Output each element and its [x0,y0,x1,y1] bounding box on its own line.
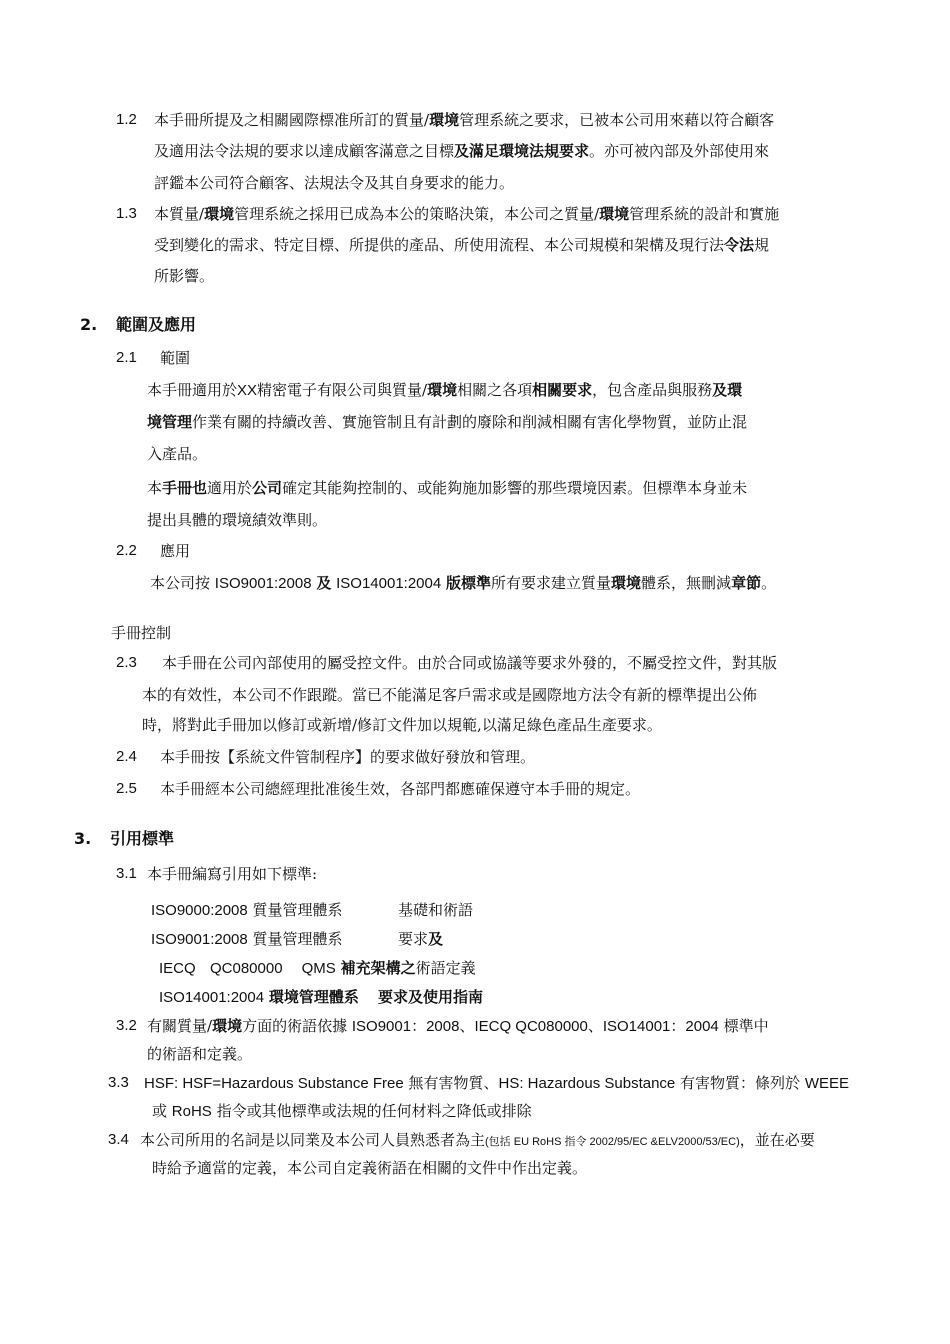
heading-title: 引用標準 [110,829,175,848]
paragraph-line: 本手冊編寫引用如下標準: [147,865,318,883]
paragraph-line: 本公司按 ISO9001:2008 及 ISO14001:2004 版標準所有要求建立質量環境體系，無刪減章節。 [150,574,777,592]
paragraph-line: 有關質量/環境方面的術語依據 ISO9001：2008、IECQ QC080000、ISO14001：2004 標準中 [147,1017,769,1035]
section-number: 1.3 [116,205,137,222]
manual-control-title: 手冊控制 [111,624,172,642]
section-number: 2.2 [116,542,137,559]
section-number: 2.5 [116,780,137,797]
paragraph-line: 入產品。 [147,445,208,463]
reference-standard: ISO9001:2008 質量管理體系 [151,930,343,948]
paragraph-line: 時給予適當的定義，本公司自定義術語在相關的文件中作出定義。 [152,1159,588,1177]
paragraph-line: 本手冊按【系統文件管制程序】的要求做好發放和管理。 [160,748,536,766]
paragraph-line: 境管理作業有關的持續改善、實施管制且有計劃的廢除和削減相關有害化學物質，並防止混 [147,413,748,431]
heading-number: 2. [80,315,98,334]
subsection-title: 範圍 [160,349,191,367]
paragraph-line: 本手冊適用於XX精密電子有限公司與質量/環境相關之各項相關要求，包含產品與服務及環 [147,381,743,399]
section-number: 2.3 [116,654,137,671]
paragraph-line: 本公司所用的名詞是以同業及本公司人員熟悉者為主(包括 EU RoHS 指令 2002/95/EC &ELV2000/53/EC)，並在必要 [140,1131,815,1149]
paragraph-line: 受到變化的需求、特定目標、所提供的產品、所使用流程、本公司規模和架構及現行法令法規 [154,236,770,254]
section-number: 1.2 [116,111,137,128]
reference-standard-desc: 基礎和術語 [398,901,474,919]
paragraph-line: 本手冊所提及之相關國際標准所訂的質量/環境管理系統之要求，已被本公司用來藉以符合顧客 [154,111,775,129]
paragraph-line: 本質量/環境管理系統之採用已成為本公的策略決策，本公司之質量/環境管理系統的設計和實施 [154,205,780,223]
paragraph-line: 提出具體的環境績效準則。 [147,511,328,529]
paragraph-line: 的術語和定義。 [147,1045,253,1063]
reference-standard: IECQ QC080000 QMS 補充架構之術語定義 [159,959,476,977]
paragraph-line: 評鑑本公司符合顧客、法規法令及其自身要求的能力。 [154,174,515,192]
section-number: 3.4 [108,1131,129,1148]
reference-standard: ISO9000:2008 質量管理體系 [151,901,343,919]
section-number: 2.4 [116,748,137,765]
paragraph-line: 本的有效性，本公司不作跟蹤。當已不能滿足客戶需求或是國際地方法令有新的標準提出公佈 [142,686,758,704]
paragraph-line: 時，將對此手冊加以修訂或新增/修訂文件加以規範,以滿足綠色產品生產要求。 [142,716,662,734]
paragraph-line: 本手冊也適用於公司確定其能夠控制的、或能夠施加影響的那些環境因素。但標準本身並未 [147,479,748,497]
heading-number: 3. [74,829,92,848]
section-number: 3.2 [116,1017,137,1034]
section-number: 3.1 [116,865,137,882]
heading-title: 範圍及應用 [116,315,197,334]
section-number: 3.3 [108,1074,129,1091]
paragraph-line: 或 RoHS 指令或其他標準或法規的任何材料之降低或排除 [152,1102,532,1120]
paragraph-line: 本手冊在公司內部使用的屬受控文件。由於合同或協議等要求外發的，不屬受控文件，對其版 [162,654,778,672]
paragraph-line: 及適用法令法規的要求以達成顧客滿意之目標及滿足環境法規要求。亦可被內部及外部使用來 [154,142,770,160]
subsection-title: 應用 [160,542,191,560]
reference-standard: ISO14001:2004 環境管理體系 要求及使用指南 [159,988,483,1006]
reference-standard-desc: 要求及 [398,930,444,948]
paragraph-line: 所影響。 [154,267,215,285]
paragraph-line: 本手冊經本公司總經理批准後生效，各部門都應確保遵守本手冊的規定。 [160,780,641,798]
section-number: 2.1 [116,349,137,366]
paragraph-line: HSF: HSF=Hazardous Substance Free 無有害物質、HS: Hazardous Substance 有害物質：條列於 WEEE [144,1074,850,1092]
